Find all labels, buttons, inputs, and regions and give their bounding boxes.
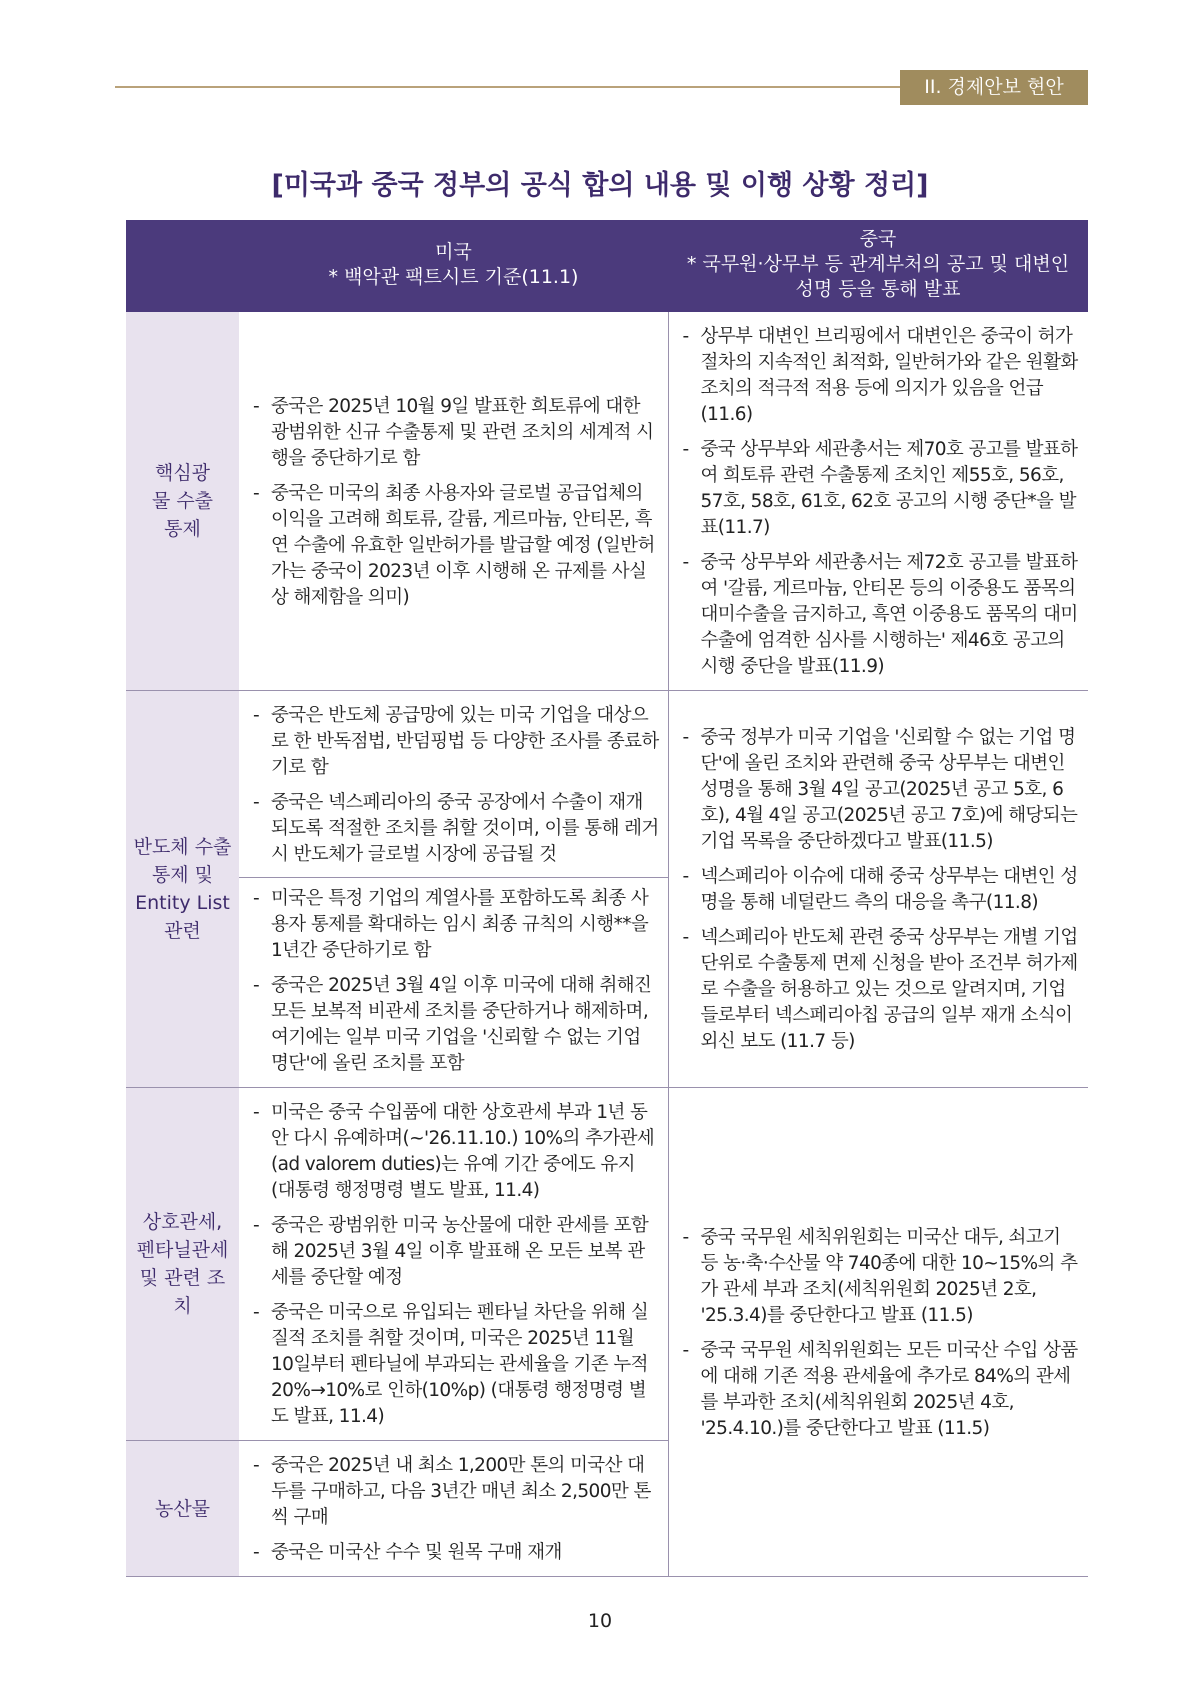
list-item: - 상무부 대변인 브리핑에서 대변인은 중국이 허가 절차의 지속적인 최적화, 일반허가와 같은 원활화 조치의 적극적 적용 등에 의지가 있음을 언급(11.6) xyxy=(683,324,1081,428)
corner-header xyxy=(126,220,239,312)
list-item: - 넥스페리아 반도체 관련 중국 상무부는 개별 기업 단위로 수출통제 면제 신청을 받아 조건부 허가제로 수출을 허용하고 있는 것으로 알려지며, 기업들로부터 넥스페리아칩 공급의 일부 재개 소식이 외신 보도 (11.7 등) xyxy=(683,925,1081,1055)
list-item: - 중국은 미국의 최종 사용자와 글로벌 공급업체의 이익을 고려해 희토류, 갈륨, 게르마늄, 안티몬, 흑연 수출에 유효한 일반허가를 발급할 예정 (일반허가는 중국이 2023년 이후 시행해 온 규제를 사실상 해제함을 의미) xyxy=(253,481,660,611)
list-item: - 중국은 반도체 공급망에 있는 미국 기업을 대상으로 한 반독점법, 반덤핑법 등 다양한 조사를 종료하기로 함 xyxy=(253,703,660,781)
list-item: - 미국은 중국 수입품에 대한 상호관세 부과 1년 동안 다시 유예하며(~'26.11.10.) 10%의 추가관세 (ad valorem duties)는 유예 기간 중에도 유지 (대통령 행정명령 별도 발표, 11.4) xyxy=(253,1100,660,1204)
sub-divider xyxy=(239,877,668,878)
cn-cell-tariff xyxy=(668,1088,1088,1577)
list-item: - 중국은 2025년 10월 9일 발표한 희토류에 대한 광범위한 신규 수출통제 및 관련 조치의 세계적 시행을 중단하기로 함 xyxy=(253,394,660,472)
list-item: - 중국은 미국으로 유입되는 펜타닐 차단을 위해 실질적 조치를 취할 것이며, 미국은 2025년 11월 10일부터 펜타닐에 부과되는 관세율을 기존 누적 20%→10%로 인하(10%p) (대통령 행정명령 별도 발표, 11.4) xyxy=(253,1300,660,1430)
list-item: - 중국 국무원 세칙위원회는 미국산 대두, 쇠고기 등 농·축·수산물 약 740종에 대한 10~15%의 추가 관세 부과 조치(세칙위원회 2025년 2호, '25.3.4)를 중단한다고 발표 (11.5) xyxy=(683,1225,1081,1329)
list-item: - 넥스페리아 이슈에 대해 중국 상무부는 대변인 성명을 통해 네덜란드 측의 대응을 촉구(11.8) xyxy=(683,864,1081,916)
list-item: - 중국 정부가 미국 기업을 '신뢰할 수 없는 기업 명단'에 올린 조치와 관련해 중국 상무부는 대변인 성명을 통해 3월 4일 공고(2025년 공고 5호, 6호), 4월 4일 공고(2025년 공고 7호)에 해당되는 기업 목록을 중단하겠다고 발표(11.5) xyxy=(683,725,1081,855)
category-agriculture: 농산물 xyxy=(126,1441,239,1577)
section-tag: II. 경제안보 현안 xyxy=(900,70,1088,105)
us-cell-tariff xyxy=(239,1088,668,1441)
cn-cell-critical-minerals xyxy=(668,312,1088,691)
list-item: - 중국 상무부와 세관총서는 제72호 공고를 발표하여 '갈륨, 게르마늄, 안티몬 등의 이중용도 품목의 대미수출을 금지하고, 흑연 이중용도 품목의 대미수출에 엄격한 심사를 시행하는' 제46호 공고의 시행 중단을 발표(11.9) xyxy=(683,550,1081,680)
us-column-title: 미국 xyxy=(435,240,472,263)
cn-column-subtitle: * 국무원·상무부 등 관계부처의 공고 및 대변인 성명 등을 통해 발표 xyxy=(686,253,1070,300)
category-semiconductor: 반도체 수출통제 및 Entity List 관련 xyxy=(126,691,239,1088)
list-item: - 중국은 2025년 3월 4일 이후 미국에 대해 취해진 모든 보복적 비관세 조치를 중단하거나 해제하며, 여기에는 일부 미국 기업을 '신뢰할 수 없는 기업 명단'에 올린 조치를 포함 xyxy=(253,973,660,1077)
us-cell-semiconductor xyxy=(239,691,668,1088)
list-item: - 미국은 특정 기업의 계열사를 포함하도록 최종 사용자 통제를 확대하는 임시 최종 규칙의 시행**을 1년간 중단하기로 함 xyxy=(253,886,660,964)
cn-cell-semiconductor xyxy=(668,691,1088,1088)
category-critical-minerals: 핵심광물 수출통제 xyxy=(126,312,239,691)
header-rule xyxy=(115,86,900,88)
us-column-subtitle: * 백악관 팩트시트 기준(11.1) xyxy=(328,265,579,288)
agreement-table xyxy=(126,220,1088,1577)
us-cell-critical-minerals xyxy=(239,312,668,691)
list-item: - 중국은 미국산 수수 및 원목 구매 재개 xyxy=(253,1540,660,1566)
us-cell-agriculture xyxy=(239,1441,668,1577)
list-item: - 중국 상무부와 세관총서는 제70호 공고를 발표하여 희토류 관련 수출통제 조치인 제55호, 56호, 57호, 58호, 61호, 62호 공고의 시행 중단*을 발표(11.7) xyxy=(683,437,1081,541)
cn-column-title: 중국 xyxy=(859,228,897,250)
list-item: - 중국은 광범위한 미국 농산물에 대한 관세를 포함해 2025년 3월 4일 이후 발표해 온 모든 보복 관세를 중단할 예정 xyxy=(253,1213,660,1291)
list-item: - 중국 국무원 세칙위원회는 모든 미국산 수입 상품에 대해 기존 적용 관세율에 추가로 84%의 관세를 부과한 조치(세칙위원회 2025년 4호, '25.4.10.)를 중단한다고 발표 (11.5) xyxy=(683,1338,1081,1442)
list-item: - 중국은 2025년 내 최소 1,200만 톤의 미국산 대두를 구매하고, 다음 3년간 매년 최소 2,500만 톤씩 구매 xyxy=(253,1453,660,1531)
page-title: [미국과 중국 정부의 공식 합의 내용 및 이행 상황 정리] xyxy=(271,170,929,201)
category-tariff: 상호관세, 펜타닐관세 및 관련 조치 xyxy=(126,1088,239,1441)
list-item: - 중국은 넥스페리아의 중국 공장에서 수출이 재개되도록 적절한 조치를 취할 것이며, 이를 통해 레거시 반도체가 글로벌 시장에 공급될 것 xyxy=(253,790,660,868)
cn-column-header xyxy=(668,220,1088,312)
us-column-header xyxy=(239,220,668,312)
page-number: 10 xyxy=(587,1610,613,1632)
